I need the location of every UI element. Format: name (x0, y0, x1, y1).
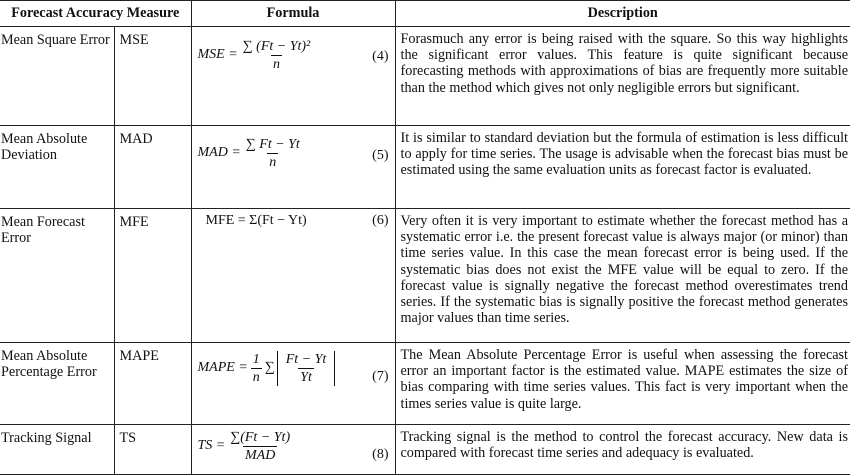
formula-label: MAD = (197, 145, 241, 161)
formula-fraction (251, 351, 262, 386)
table-row (0, 209, 850, 343)
measure-name: Mean Absolute Deviation (0, 126, 114, 209)
formula-expression (198, 351, 338, 386)
formula-denominator: n (272, 57, 280, 72)
formula-cell (191, 27, 395, 126)
measure-description: It is similar to standard deviation but the formula of estimation is less difficult to apply for time series. The usage is advisable when the forecast bias must be estimated using the same evaluation units as forecast factor is evaluated. (395, 126, 850, 209)
formula-denominator: n (252, 370, 260, 385)
equation-number: (5) (372, 148, 389, 163)
table-row (0, 27, 850, 126)
measure-description: Very often it is very important to estimate whether the forecast method has a systematic error i.e. the present forecast value is always major (or minor) than time series value. In this case the mean forecast error is being used. If the systematic bias does not exist the MFE value will be equal to zero. If the forecast value is signally negative the forecast method overestimates trend series. If the systematic bias is signally positive the forecast method generates major values than time series. (395, 209, 850, 343)
table-row (0, 343, 850, 425)
formula-cell (191, 209, 395, 343)
formula-fraction (228, 429, 292, 464)
formula-cell (191, 126, 395, 209)
sum-symbol: ∑ (264, 360, 275, 376)
equation-number: (4) (372, 49, 389, 64)
formula-denominator: n (269, 155, 277, 170)
absolute-value (277, 351, 336, 386)
measure-abbr: MAPE (114, 343, 191, 425)
measure-name: Tracking Signal (0, 425, 114, 475)
formula-label: MAPE = (197, 360, 248, 376)
formula-label: MFE = Σ(Ft − Yt) (205, 213, 307, 228)
formula-numerator: ∑ Ft − Yt (245, 137, 300, 152)
inner-numerator: Ft − Yt (285, 352, 327, 367)
formula-expression (198, 429, 296, 464)
inner-fraction (284, 351, 329, 386)
measure-abbr: MAD (114, 126, 191, 209)
measure-abbr: TS (114, 425, 191, 475)
header-formula: Formula (191, 1, 395, 27)
formula-label: MSE = (197, 47, 238, 63)
formula-numerator: ∑ (Ft − Yt)² (242, 39, 311, 54)
equation-number: (7) (372, 369, 389, 384)
equation-number: (8) (372, 447, 389, 462)
header-measure: Forecast Accuracy Measure (0, 1, 191, 27)
header-row (0, 1, 850, 27)
formula-expression (198, 38, 316, 73)
measure-description: Tracking signal is the method to control the forecast accuracy. New data is compared with forecast time series and adequacy is evaluated. (395, 425, 850, 475)
formula-cell (191, 343, 395, 425)
equation-number: (6) (372, 213, 389, 228)
measure-abbr: MFE (114, 209, 191, 343)
formula-fraction (244, 136, 302, 171)
formula-cell (191, 425, 395, 475)
measure-description: The Mean Absolute Percentage Error is useful when assessing the forecast error an important factor is the estimated value. MAPE estimates the size of bias comparing with time series values. This fact is very important when the times series value is quite large. (395, 343, 850, 425)
inner-denominator: Yt (300, 370, 312, 385)
formula-expression (206, 213, 307, 229)
formula-numerator: 1 (252, 352, 260, 367)
formula-numerator: ∑(Ft − Yt) (230, 430, 291, 445)
formula-denominator: MAD (245, 448, 276, 463)
measure-name: Mean Absolute Percentage Error (0, 343, 114, 425)
table-row (0, 126, 850, 209)
measure-name: Mean Square Error (0, 27, 114, 126)
table-row (0, 425, 850, 475)
measure-name: Mean Forecast Error (0, 209, 114, 343)
formula-expression (198, 136, 305, 171)
header-description: Description (395, 1, 850, 27)
measure-description: Forasmuch any error is being raised with the square. So this way highlights the significant error values. This feature is quite significant because forecasting methods with approximations of bias are frequently more suitable than the method which gives not only negligible errors but significant. (395, 27, 850, 126)
formula-label: TS = (197, 438, 226, 454)
measure-abbr: MSE (114, 27, 191, 126)
formula-fraction (241, 38, 313, 73)
